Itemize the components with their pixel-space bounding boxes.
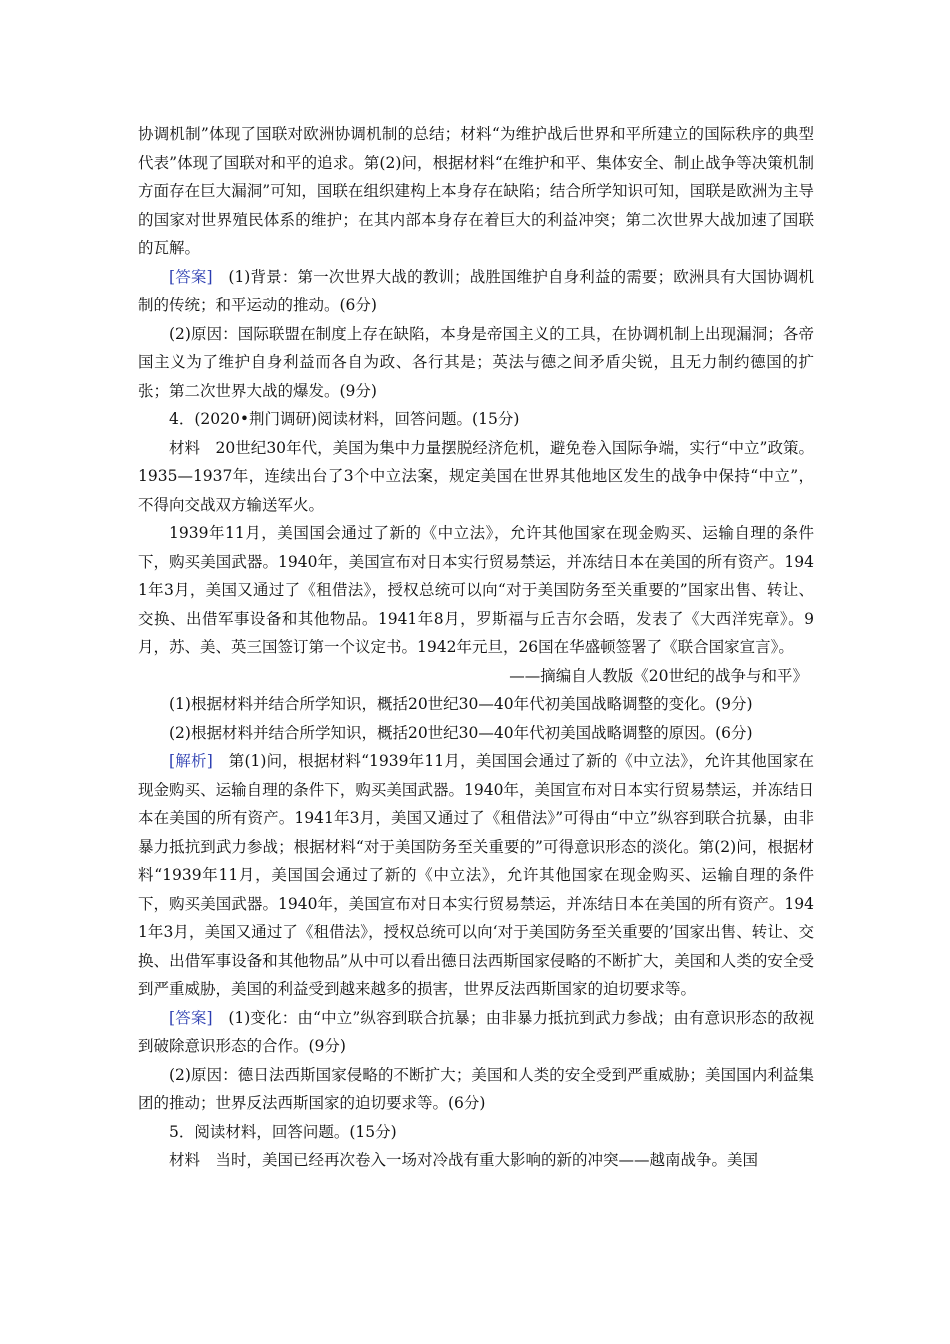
question-5-heading: 5．阅读材料，回答问题。(15分) <box>169 1122 397 1141</box>
material-paragraph-1: 材料 20世纪30年代，美国为集中力量摆脱经济危机，避免卷入国际争端，实行“中立”政策。1935—1937年，连续出台了3个中立法案，规定美国在世界其他地区发生的战争中保持“中立”，不得向交战双方输送军火。 <box>138 438 814 514</box>
analysis-tag: [解析] <box>169 752 213 770</box>
answer-text: (1)变化：由“中立”纵容到联合抗暴；由非暴力抵抗到武力参战；由有意识形态的敌视到破除意识形态的合作。(9分) <box>138 1008 814 1055</box>
analysis-continuation: 协调机制”体现了国联对欧洲协调机制的总结；材料“为维护战后世界和平所建立的国际秩序的典型代表”体现了国联对和平的追求。第(2)问，根据材料“在维护和平、集体安全、制止战争等决策机制方面存在巨大漏洞”可知，国联在组织建构上本身存在缺陷；结合所学知识可知，国联是欧洲为主导的国家对世界殖民体系的维护；在其内部本身存在着巨大的利益冲突；第二次世界大战加速了国联的瓦解。 <box>138 125 814 257</box>
material-source: ——摘编自人教版《20世纪的战争与和平》 <box>509 666 808 685</box>
question-5-material: 材料 当时，美国已经再次卷入一场对冷战有重大影响的新的冲突——越南战争。美国 <box>169 1151 759 1169</box>
question-4-part-2: (2)根据材料并结合所学知识，概括20世纪30—40年代初美国战略调整的原因。(6分) <box>169 723 753 742</box>
document-page <box>138 120 814 1175</box>
answer-paragraph-3 <box>138 1004 814 1061</box>
answer-paragraph-2: (2)原因：国际联盟在制度上存在缺陷，本身是帝国主义的工具，在协调机制上出现漏洞；各帝国主义为了维护自身利益而各自为政、各行其是；英法与德之间矛盾尖锐，且无力制约德国的扩张；第二次世界大战的爆发。(9分) <box>138 324 814 400</box>
question-4-part-1: (1)根据材料并结合所学知识，概括20世纪30—40年代初美国战略调整的变化。(9分) <box>169 695 753 713</box>
analysis-paragraph <box>138 747 814 1004</box>
question-4-heading: 4．(2020•荆门调研)阅读材料，回答问题。(15分) <box>169 410 520 428</box>
material-paragraph-2: 1939年11月，美国国会通过了新的《中立法》，允许其他国家在现金购买、运输自理的条件下，购买美国武器。1940年，美国宣布对日本实行贸易禁运，并冻结日本在美国的所有资产。1941年3月，美国又通过了《租借法》，授权总统可以向“对于美国防务至关重要的”国家出售、转让、交换、出借军事设备和其他物品。1941年8月，罗斯福与丘吉尔会晤，发表了《大西洋宪章》。9月，苏、美、英三国签订第一个议定书。1942年元旦，26国在华盛顿签署了《联合国家宣言》。 <box>138 524 814 656</box>
answer-paragraph-1 <box>138 263 814 320</box>
answer-tag: [答案] <box>169 1008 213 1027</box>
answer-paragraph-4: (2)原因：德日法西斯国家侵略的不断扩大；美国和人类的安全受到严重威胁；美国国内利益集团的推动；世界反法西斯国家的迫切要求等。(6分) <box>138 1065 814 1112</box>
analysis-text: 第(1)问，根据材料“1939年11月，美国国会通过了新的《中立法》，允许其他国家在现金购买、运输自理的条件下，购买美国武器。1940年，美国宣布对日本实行贸易禁运，并冻结日本在美国的所有资产。1941年3月，美国又通过了《租借法》”可得由“中立”纵容到联合抗暴，由非暴力抵抗到武力参战；根据材料“对于美国防务至关重要的”可得意识形态的淡化。第(2)问，根据材料“1939年11月，美国国会通过了新的《中立法》，允许其他国家在现金购买、运输自理的条件下，购买美国武器。1940年，美国宣布对日本实行贸易禁运，并冻结日本在美国的所有资产。1941年3月，美国又通过了《租借法》，授权总统可以向‘对于美国防务至关重要的’国家出售、转让、交换、出借军事设备和其他物品”从中可以看出德日法西斯国家侵略的不断扩大，美国和人类的安全受到严重威胁，美国的利益受到越来越多的损害，世界反法西斯国家的迫切要求等。 <box>138 752 814 998</box>
answer-text: (1)背景：第一次世界大战的教训；战胜国维护自身利益的需要；欧洲具有大国协调机制的传统；和平运动的推动。(6分) <box>138 267 814 314</box>
answer-tag: [答案] <box>169 267 213 286</box>
